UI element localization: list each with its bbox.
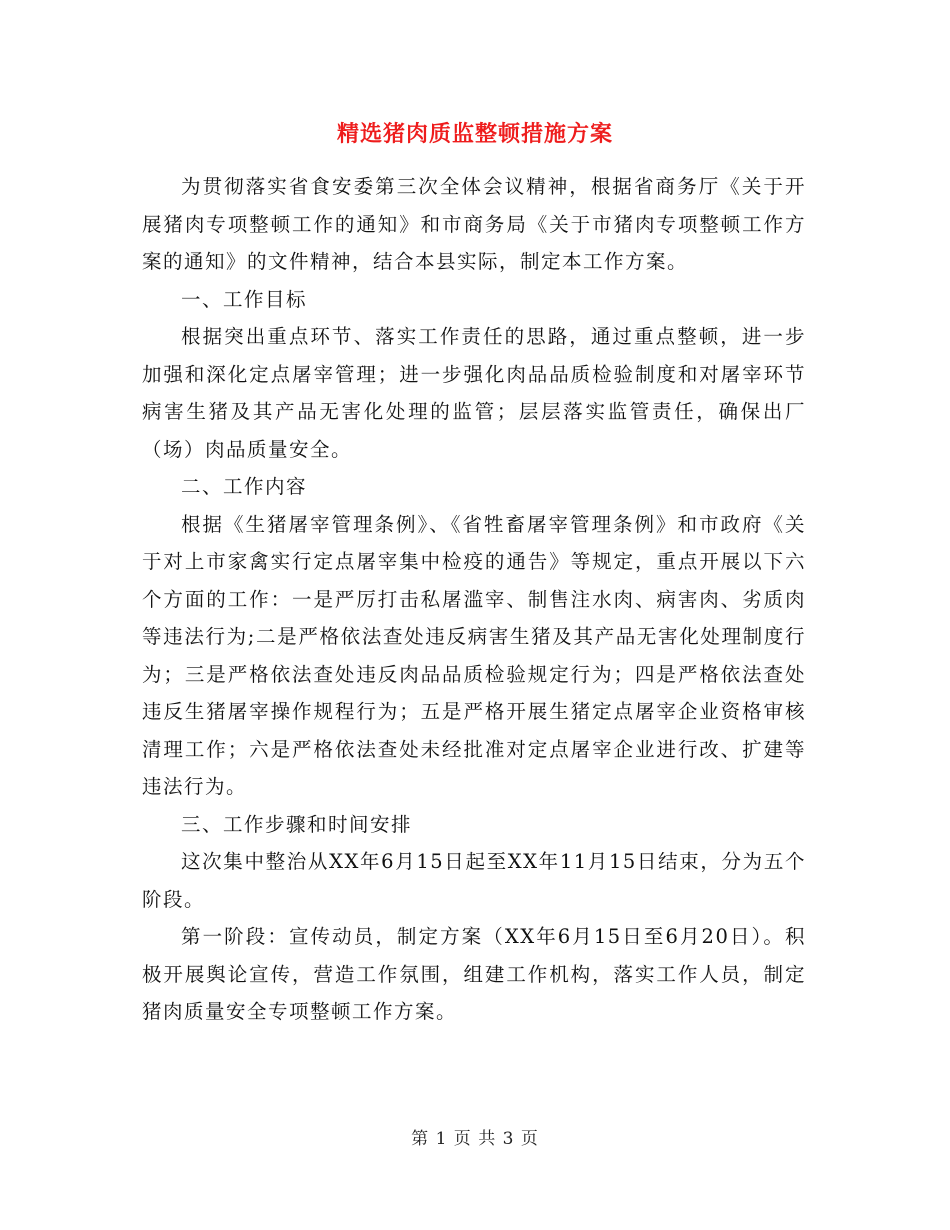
intro-paragraph: 为贯彻落实省食安委第三次全体会议精神，根据省商务厅《关于开展猪肉专项整顿工作的通知》和市商务局《关于市猪肉专项整顿工作方案的通知》的文件精神，结合本县实际，制定本工作方案。 xyxy=(142,175,806,273)
section-heading-goals: 一、工作目标 xyxy=(181,287,308,311)
content-paragraph: 根据《生猪屠宰管理条例》、《省牲畜屠宰管理条例》和市政府《关于对上市家禽实行定点屠宰集中检疫的通告》等规定，重点开展以下六个方面的工作：一是严厉打击私屠滥宰、制售注水肉、病害肉、劣质肉等违法行为;二是严格依法查处违反病害生猪及其产品无害化处理制度行为；三是严格依法查处违反肉品品质检验规定行为；四是严格依法查处违反生猪屠宰操作规程行为；五是严格开展生猪定点屠宰企业资格审核清理工作；六是严格依法查处未经批准对定点屠宰企业进行改、扩建等违法行为。 xyxy=(142,512,806,798)
section-heading-content: 二、工作内容 xyxy=(181,475,308,498)
schedule-paragraph: 这次集中整治从XX年6月15日起至XX年11月15日结束，分为五个阶段。 xyxy=(142,850,806,911)
document-body xyxy=(142,168,806,1031)
goals-paragraph: 根据突出重点环节、落实工作责任的思路，通过重点整顿，进一步加强和深化定点屠宰管理；进一步强化肉品品质检验制度和对屠宰环节病害生猪及其产品无害化处理的监管；层层落实监管责任，确保出厂（场）肉品质量安全。 xyxy=(142,325,806,461)
page-footer: 第 1 页 共 3 页 xyxy=(411,1129,539,1149)
section-heading-schedule: 三、工作步骤和时间安排 xyxy=(181,812,413,836)
phase-one-paragraph: 第一阶段：宣传动员，制定方案（XX年6月15日至6月20日）。积极开展舆论宣传，营造工作氛围，组建工作机构，落实工作人员，制定猪肉质量安全专项整顿工作方案。 xyxy=(142,925,806,1023)
document-title: 精选猪肉质监整顿措施方案 xyxy=(336,121,613,147)
